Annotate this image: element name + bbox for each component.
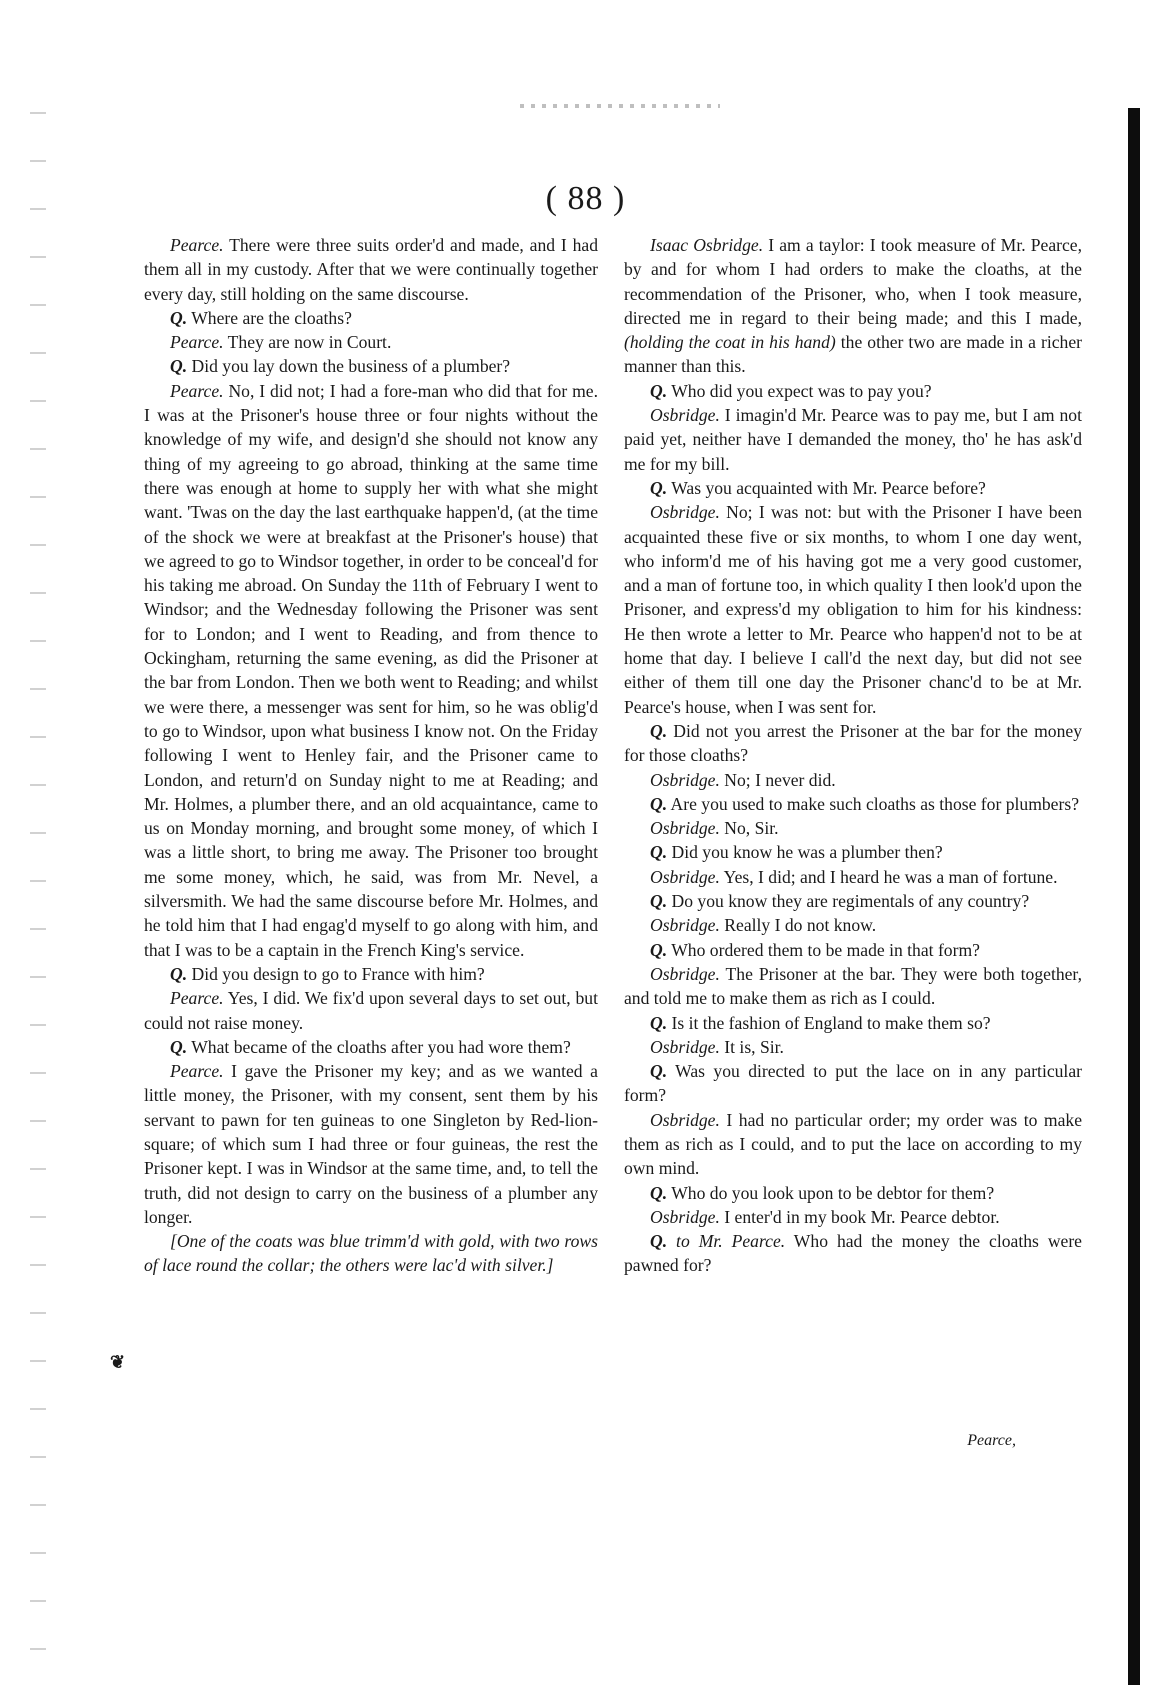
paragraph xyxy=(624,792,1082,816)
paragraph-text: They are now in Court. xyxy=(223,332,392,353)
speaker-name: Osbridge. xyxy=(650,1206,720,1227)
paragraph xyxy=(624,1035,1082,1059)
paragraph xyxy=(144,962,598,986)
paragraph xyxy=(624,1011,1082,1035)
paragraph-text: Who did you expect was to pay you? xyxy=(667,380,932,401)
question-marker: Q. xyxy=(650,477,668,498)
paragraph-text: Really I do not know. xyxy=(719,915,877,936)
question-marker: Q. xyxy=(650,842,668,863)
paragraph xyxy=(624,476,1082,500)
margin-mark: ❦ xyxy=(110,1352,126,1372)
paragraph xyxy=(144,330,598,354)
speaker-name: Osbridge. xyxy=(650,818,720,839)
paragraph xyxy=(624,889,1082,913)
question-marker: Q. xyxy=(650,939,668,960)
paragraph xyxy=(624,1205,1082,1229)
paragraph xyxy=(624,768,1082,792)
stage-direction: [One of the coats was blue trimm'd with gold, with two rows of lace round the collar; the others were lac'd with silver.] xyxy=(144,1231,598,1276)
scan-edge-bar xyxy=(1128,108,1140,1685)
paragraph xyxy=(624,403,1082,476)
paragraph-text: The Prisoner at the bar. They were both together, and told me to make them as rich as I could. xyxy=(624,963,1082,1009)
speaker-name: Pearce. xyxy=(170,235,224,255)
paragraph xyxy=(144,354,598,378)
question-marker: Q. xyxy=(650,1182,668,1203)
speaker-name: Osbridge. xyxy=(650,405,720,426)
paragraph xyxy=(144,986,598,1035)
scan-smudge xyxy=(520,104,720,108)
paragraph-text: Are you used to make such cloaths as those for plumbers? xyxy=(667,793,1079,814)
question-marker: Q. xyxy=(170,307,188,328)
speaker-name: Pearce. xyxy=(170,380,224,401)
paragraph-text: It is, Sir. xyxy=(719,1036,784,1057)
question-marker: Q. xyxy=(650,891,668,912)
paragraph xyxy=(624,1108,1082,1181)
paragraph-text: Is it the fashion of England to make them so? xyxy=(667,1012,991,1033)
paragraph xyxy=(624,913,1082,937)
paragraph xyxy=(624,1181,1082,1205)
paragraph xyxy=(144,1059,598,1229)
paragraph-text: Do you know they are regimentals of any country? xyxy=(667,891,1030,912)
paragraph xyxy=(144,1229,598,1278)
paragraph xyxy=(624,816,1082,840)
left-column xyxy=(144,233,598,1278)
scan-left-edge xyxy=(30,90,46,1670)
paragraph xyxy=(624,379,1082,403)
question-marker: Q. xyxy=(650,1231,668,1252)
paragraph xyxy=(144,233,598,306)
paragraph xyxy=(624,865,1082,889)
question-marker: Q. xyxy=(650,1012,668,1033)
speaker-name: Osbridge. xyxy=(650,502,720,523)
paragraph-text: Who had the money the cloaths were pawned for? xyxy=(624,1231,1082,1276)
speaker-name: Osbridge. xyxy=(650,866,720,887)
paragraph xyxy=(624,1059,1082,1108)
paragraph-text: Was you acquainted with Mr. Pearce before? xyxy=(667,477,986,498)
question-marker: Q. xyxy=(170,963,188,984)
speaker-name: Osbridge. xyxy=(650,1109,720,1130)
speaker-name: Osbridge. xyxy=(650,1036,720,1057)
paragraph xyxy=(624,500,1082,719)
paragraph-text: Yes, I did. We fix'd upon several days to set out, but could not raise money. xyxy=(144,988,598,1033)
question-marker: Q. xyxy=(170,1036,188,1057)
paragraph-text: Who do you look upon to be debtor for them? xyxy=(667,1182,995,1203)
paragraph-text: the other two are made in a richer manner than this. xyxy=(624,332,1082,377)
paragraph-text: What became of the cloaths after you had wore them? xyxy=(187,1036,571,1057)
right-column xyxy=(624,233,1082,1278)
paragraph-text: Yes, I did; and I heard he was a man of fortune. xyxy=(719,866,1058,887)
paragraph xyxy=(624,1229,1082,1278)
question-marker: Q. xyxy=(650,1061,668,1082)
stage-direction: (holding the coat in his hand) xyxy=(624,332,836,353)
speaker-name: Pearce. xyxy=(170,1061,224,1082)
question-marker: Q. xyxy=(170,356,188,377)
paragraph xyxy=(144,306,598,330)
paragraph-text: I am a taylor: I took measure of Mr. Pearce, by and for whom I had orders to make the cloaths, at the recommendation of the Prisoner, who, when I took measure, directed me in regard to their being made; and this I made, xyxy=(624,235,1082,328)
catchword: Pearce, xyxy=(967,1432,1016,1449)
question-marker: Q. xyxy=(650,380,668,401)
paragraph-text: No; I was not: but with the Prisoner I have been acquainted these five or six months, to whom I one day went, who inform'd me of his having got me a very good customer, and a man of fortune too, in which quality I then look'd upon the Prisoner, and express'd my obligation to him for his kindness: He then wrote a letter to Mr. Pearce who happen'd not to be at home that day. I believe I call'd the next day, but did not see either of them till one day the Prisoner chanc'd to be at Mr. Pearce's house, when I was sent for. xyxy=(624,502,1082,717)
paragraph-text: Did not you arrest the Prisoner at the bar for the money for those cloaths? xyxy=(624,720,1082,766)
paragraph xyxy=(624,840,1082,864)
paragraph xyxy=(624,233,1082,379)
paragraph-text: Did you lay down the business of a plumber? xyxy=(187,356,511,377)
speaker-name: Osbridge. xyxy=(650,963,720,984)
speaker-name: Osbridge. xyxy=(650,769,720,790)
paragraph-text: Was you directed to put the lace on in any particular form? xyxy=(624,1061,1082,1106)
paragraph-text: No, Sir. xyxy=(719,818,779,839)
speaker-name: to Mr. Pearce. xyxy=(667,1231,786,1252)
paragraph-text: Did you design to go to France with him? xyxy=(187,963,485,984)
page-number: ( 88 ) xyxy=(545,180,626,217)
paragraph xyxy=(144,1035,598,1059)
paragraph xyxy=(144,379,598,962)
paragraph xyxy=(624,962,1082,1011)
paragraph xyxy=(624,938,1082,962)
paragraph-text: No; I never did. xyxy=(719,769,836,790)
paragraph-text: No, I did not; I had a fore-man who did that for me. I was at the Prisoner's house three or four nights without the knowledge of my wife, and design'd she should not know any thing of my agreeing to go abroad, thinking at the same time there was enough at home to supply her with what she might want. 'Twas on the day the last earthquake happen'd, (at the time of the shock we were at breakfast at the Prisoner's house) that we agreed to go to Windsor together, in order to be conceal'd for his taking me abroad. On Sunday the 11th of February I went to Windsor; and the Wednesday following the Prisoner was sent for to London; and I went to Reading, and from thence to Ockingham, returning the same evening, as did the Prisoner at the bar from London. Then we both went to Reading; and whilst we were there, a messenger was sent for him, so he was oblig'd to go to Windsor, upon what business I know not. On the Friday following I went to Henley fair, and the Prisoner came to London, and return'd on Sunday night to me at Reading; and Mr. Holmes, a plumber there, and an old acquaintance, came to us on Monday morning, and brought some money, of which I was a little short, to bring me away. The Prisoner too brought me some money, which, he said, was from Mr. Nevel, a silversmith. We had the same discourse before Mr. Holmes, and he told him that I had engag'd myself to go along with him, and that I was to be a captain in the French King's service. xyxy=(144,380,598,960)
question-marker: Q. xyxy=(650,720,668,741)
paragraph-text: Who ordered them to be made in that form? xyxy=(667,939,980,960)
paragraph-text: I had no particular order; my order was to make them as rich as I could, and to put the lace on according to my own mind. xyxy=(624,1109,1082,1179)
speaker-name: Pearce. xyxy=(170,988,224,1009)
paragraph-text: Where are the cloaths? xyxy=(187,307,352,328)
speaker-name: Isaac Osbridge. xyxy=(650,235,764,255)
paragraph-text: I imagin'd Mr. Pearce was to pay me, but I am not paid yet, neither have I demanded the money, tho' he has ask'd me for my bill. xyxy=(624,405,1082,474)
paragraph-text: Did you know he was a plumber then? xyxy=(667,842,943,863)
paragraph-text: There were three suits order'd and made, and I had them all in my custody. After that we were continually together every day, still holding on the same discourse. xyxy=(144,235,598,304)
paragraph xyxy=(624,719,1082,768)
paragraph-text: I enter'd in my book Mr. Pearce debtor. xyxy=(719,1206,1000,1227)
speaker-name: Pearce. xyxy=(170,332,224,353)
speaker-name: Osbridge. xyxy=(650,915,720,936)
question-marker: Q. xyxy=(650,793,668,814)
paragraph-text: I gave the Prisoner my key; and as we wanted a little money, the Prisoner, with my consent, sent them by his servant to pawn for ten guineas to one Singleton by Red-lion-square; of which sum I had three or four guineas, the rest the Prisoner kept. I was in Windsor at the same time, and, to tell the truth, did not design to carry on the business of a plumber any longer. xyxy=(144,1061,598,1227)
